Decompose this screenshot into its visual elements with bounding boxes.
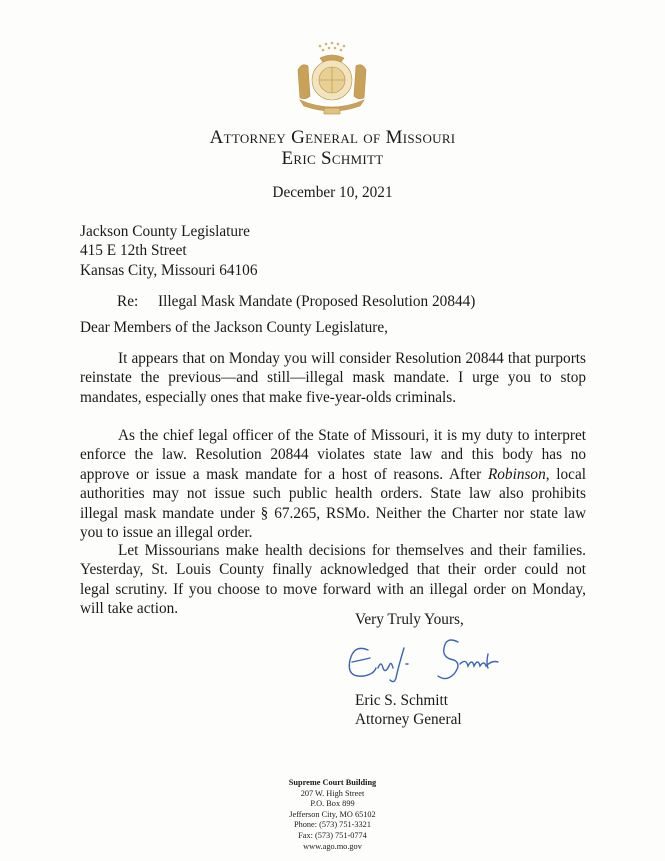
recipient-address bbox=[80, 222, 586, 280]
address-line: Kansas City, Missouri 64106 bbox=[80, 261, 258, 279]
address-line: 415 E 12th Street bbox=[80, 242, 187, 260]
letter-date: December 10, 2021 bbox=[272, 184, 393, 201]
office-title: Attorney General of Missouri bbox=[209, 127, 456, 148]
re-subject: Illegal Mask Mandate (Proposed Resolution 20844) bbox=[158, 293, 476, 310]
paragraph-1 bbox=[80, 349, 586, 407]
para-line: Let Missourians make health decisions for themselves and their families. bbox=[118, 542, 586, 559]
address-line: Jackson County Legislature bbox=[80, 223, 250, 240]
missouri-seal-icon bbox=[290, 40, 374, 120]
footer-fax: Fax: (573) 751-0774 bbox=[298, 830, 367, 840]
footer-city: Jefferson City, MO 65102 bbox=[289, 809, 376, 819]
para-line: authorities may not issue such public health orders. State law also prohibits bbox=[80, 485, 586, 503]
footer-website: www.ago.mo.gov bbox=[303, 841, 362, 851]
para-line: reinstate the previous—and still—illegal mask mandate. I urge you to stop bbox=[80, 369, 586, 387]
para-line: It appears that on Monday you will consider Resolution 20844 that purports bbox=[118, 350, 586, 367]
footer-phone: Phone: (573) 751-3321 bbox=[294, 820, 371, 830]
attorney-general-name: Eric Schmitt bbox=[281, 148, 384, 169]
footer-address bbox=[0, 778, 665, 852]
footer-po-box: P.O. Box 899 bbox=[310, 799, 355, 809]
signer-name: Eric S. Schmitt bbox=[355, 692, 449, 709]
para-line: As the chief legal officer of the State of Missouri, it is my duty to interpret bbox=[118, 427, 586, 444]
footer-building: Supreme Court Building bbox=[288, 778, 377, 787]
signer-title: Attorney General bbox=[355, 711, 462, 728]
para-line: illegal mask mandate under § 67.265, RSMo. Neither the Charter nor state law bbox=[80, 504, 586, 522]
para-line: you to issue an illegal order. bbox=[80, 523, 253, 541]
paragraph-3 bbox=[80, 541, 586, 619]
signature-icon bbox=[338, 628, 518, 690]
paragraph-2 bbox=[80, 426, 586, 542]
salutation: Dear Members of the Jackson County Legislature, bbox=[80, 319, 388, 336]
re-label: Re: bbox=[117, 293, 139, 310]
para-line: mandates, especially ones that make five-year-olds criminals. bbox=[80, 388, 457, 406]
para-line: enforce the law. Resolution 20844 violates state law and this body has no bbox=[80, 446, 586, 464]
closing: Very Truly Yours, bbox=[355, 611, 464, 628]
para-line: approve or issue a mask mandate for a host of reasons. After Robinson, local bbox=[80, 465, 586, 483]
para-line: will take action. bbox=[80, 600, 179, 618]
footer-street: 207 W. High Street bbox=[300, 788, 365, 798]
para-line: Yesterday, St. Louis County finally acknowledged that their order could not bbox=[80, 561, 586, 579]
para-line: legal scrutiny. If you choose to move forward with an illegal order on Monday, bbox=[80, 580, 586, 598]
